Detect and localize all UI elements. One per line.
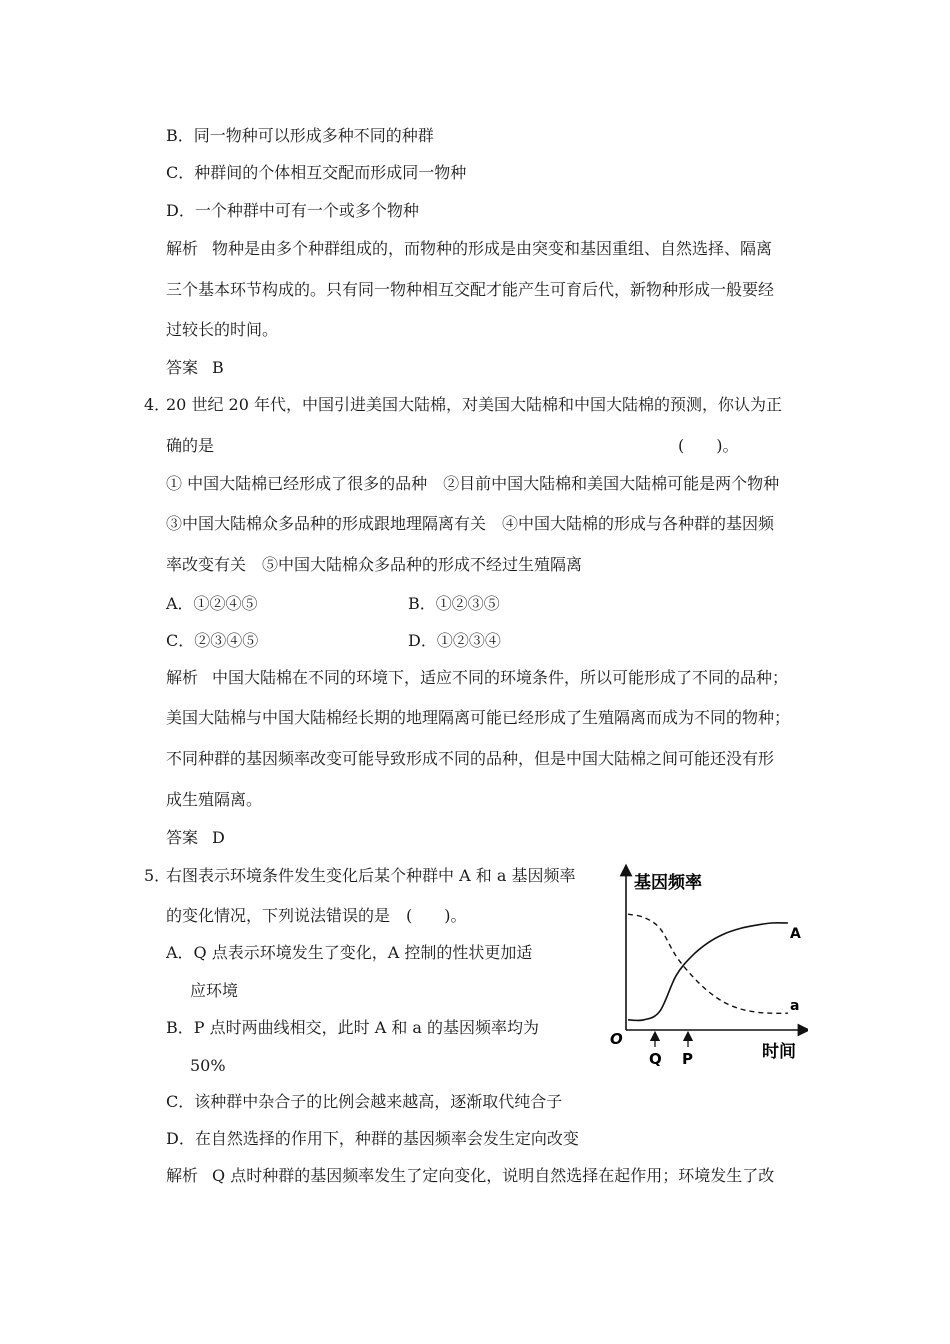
q4-number: 4．	[144, 395, 171, 414]
q4-answer	[166, 828, 225, 848]
q4-analysis-line-1	[166, 668, 788, 688]
q5-stem-line-2: 的变化情况，下列说法错误的是 ( )。	[166, 906, 467, 925]
q4-option-a: A．①②④⑤	[166, 594, 258, 613]
q4-answer-label: 答案	[166, 828, 199, 847]
q4-analysis-line-4: 成生殖隔离。	[166, 790, 263, 809]
x-axis-label: 时间	[762, 1042, 796, 1062]
q3-analysis-text: 物种是由多个种群组成的，而物种的形成是由突变和基因重组、自然选择、隔离	[212, 239, 773, 258]
q5-number: 5．	[144, 866, 171, 885]
marker-q-label: Q	[649, 1050, 662, 1068]
q3-analysis-line-3: 过较长的时间。	[166, 320, 279, 339]
q5-analysis-text: Q 点时种群的基因频率发生了定向变化，说明自然选择在起作用；环境发生了改	[212, 1166, 775, 1185]
series-a-lower-label: a	[790, 998, 800, 1015]
series-a-lower-line	[628, 914, 788, 1013]
q4-option-d: D．①②③④	[408, 631, 501, 650]
q4-analysis-label: 解析	[166, 668, 199, 687]
q4-analysis-line-2: 美国大陆棉与中国大陆棉经长期的地理隔离可能已经形成了生殖隔离而成为不同的物种；	[166, 708, 791, 727]
q3-option-d: D．一个种群中可有一个或多个物种	[166, 201, 419, 220]
q4-analysis-line-3: 不同种群的基因频率改变可能导致形成不同的品种，但是中国大陆棉之间可能还没有形	[166, 749, 775, 768]
q3-option-c: C．种群间的个体相互交配而形成同一物种	[166, 163, 467, 182]
marker-p-label: P	[682, 1050, 693, 1068]
q4-stem-line-2: 确的是	[166, 436, 215, 455]
q4-option-c: C．②③④⑤	[166, 631, 259, 650]
q5-stem-line-1: 右图表示环境条件发生变化后某个种群中 A 和 a 基因频率	[166, 866, 576, 885]
q5-option-b-line-2: 50%	[190, 1056, 226, 1075]
q4-statement-line-3: 率改变有关 ⑤中国大陆棉众多品种的形成不经过生殖隔离	[166, 555, 583, 574]
q4-statement-line-1: ① 中国大陆棉已经形成了很多的品种 ②目前中国大陆棉和美国大陆棉可能是两个物种	[166, 474, 780, 493]
q4-statement-line-2: ③中国大陆棉众多品种的形成跟地理隔离有关 ④中国大陆棉的形成与各种群的基因频	[166, 514, 775, 533]
q5-option-d: D．在自然选择的作用下，种群的基因频率会发生定向改变	[166, 1129, 579, 1148]
q4-option-b: B．①②③⑤	[408, 594, 500, 613]
q5-analysis-line-1	[166, 1166, 774, 1186]
q4-analysis-text: 中国大陆棉在不同的环境下，适应不同的环境条件，所以可能形成了不同的品种；	[212, 668, 789, 687]
q3-answer-value: B	[212, 358, 224, 377]
q3-option-b: B．同一物种可以形成多种不同的种群	[166, 126, 434, 145]
y-axis-label: 基因频率	[634, 873, 702, 893]
q5-option-b-line-1: B．P 点时两曲线相交，此时 A 和 a 的基因频率均为	[166, 1018, 540, 1037]
q3-analysis-label: 解析	[166, 239, 199, 258]
series-a-upper-line	[628, 923, 788, 1021]
q5-option-a-line-2: 应环境	[190, 981, 239, 1000]
q3-answer	[166, 358, 224, 378]
series-a-upper-label: A	[790, 926, 801, 942]
gene-frequency-chart	[608, 862, 808, 1072]
q3-analysis-line-1	[166, 239, 772, 259]
q4-answer-paren: ( )。	[678, 436, 739, 455]
q4-stem-line-1: 20 世纪 20 年代，中国引进美国大陆棉，对美国大陆棉和中国大陆棉的预测，你认为正	[166, 395, 782, 414]
q4-answer-value: D	[212, 828, 225, 847]
q5-analysis-label: 解析	[166, 1166, 199, 1185]
q3-analysis-line-2: 三个基本环节构成的。只有同一物种相互交配才能产生可育后代，新物种形成一般要经	[166, 280, 775, 299]
q5-option-a-line-1: A．Q 点表示环境发生了变化，A 控制的性状更加适	[166, 943, 533, 962]
q3-answer-label: 答案	[166, 358, 199, 377]
origin-label: O	[610, 1030, 623, 1048]
q5-option-c: C．该种群中杂合子的比例会越来越高，逐渐取代纯合子	[166, 1092, 563, 1111]
